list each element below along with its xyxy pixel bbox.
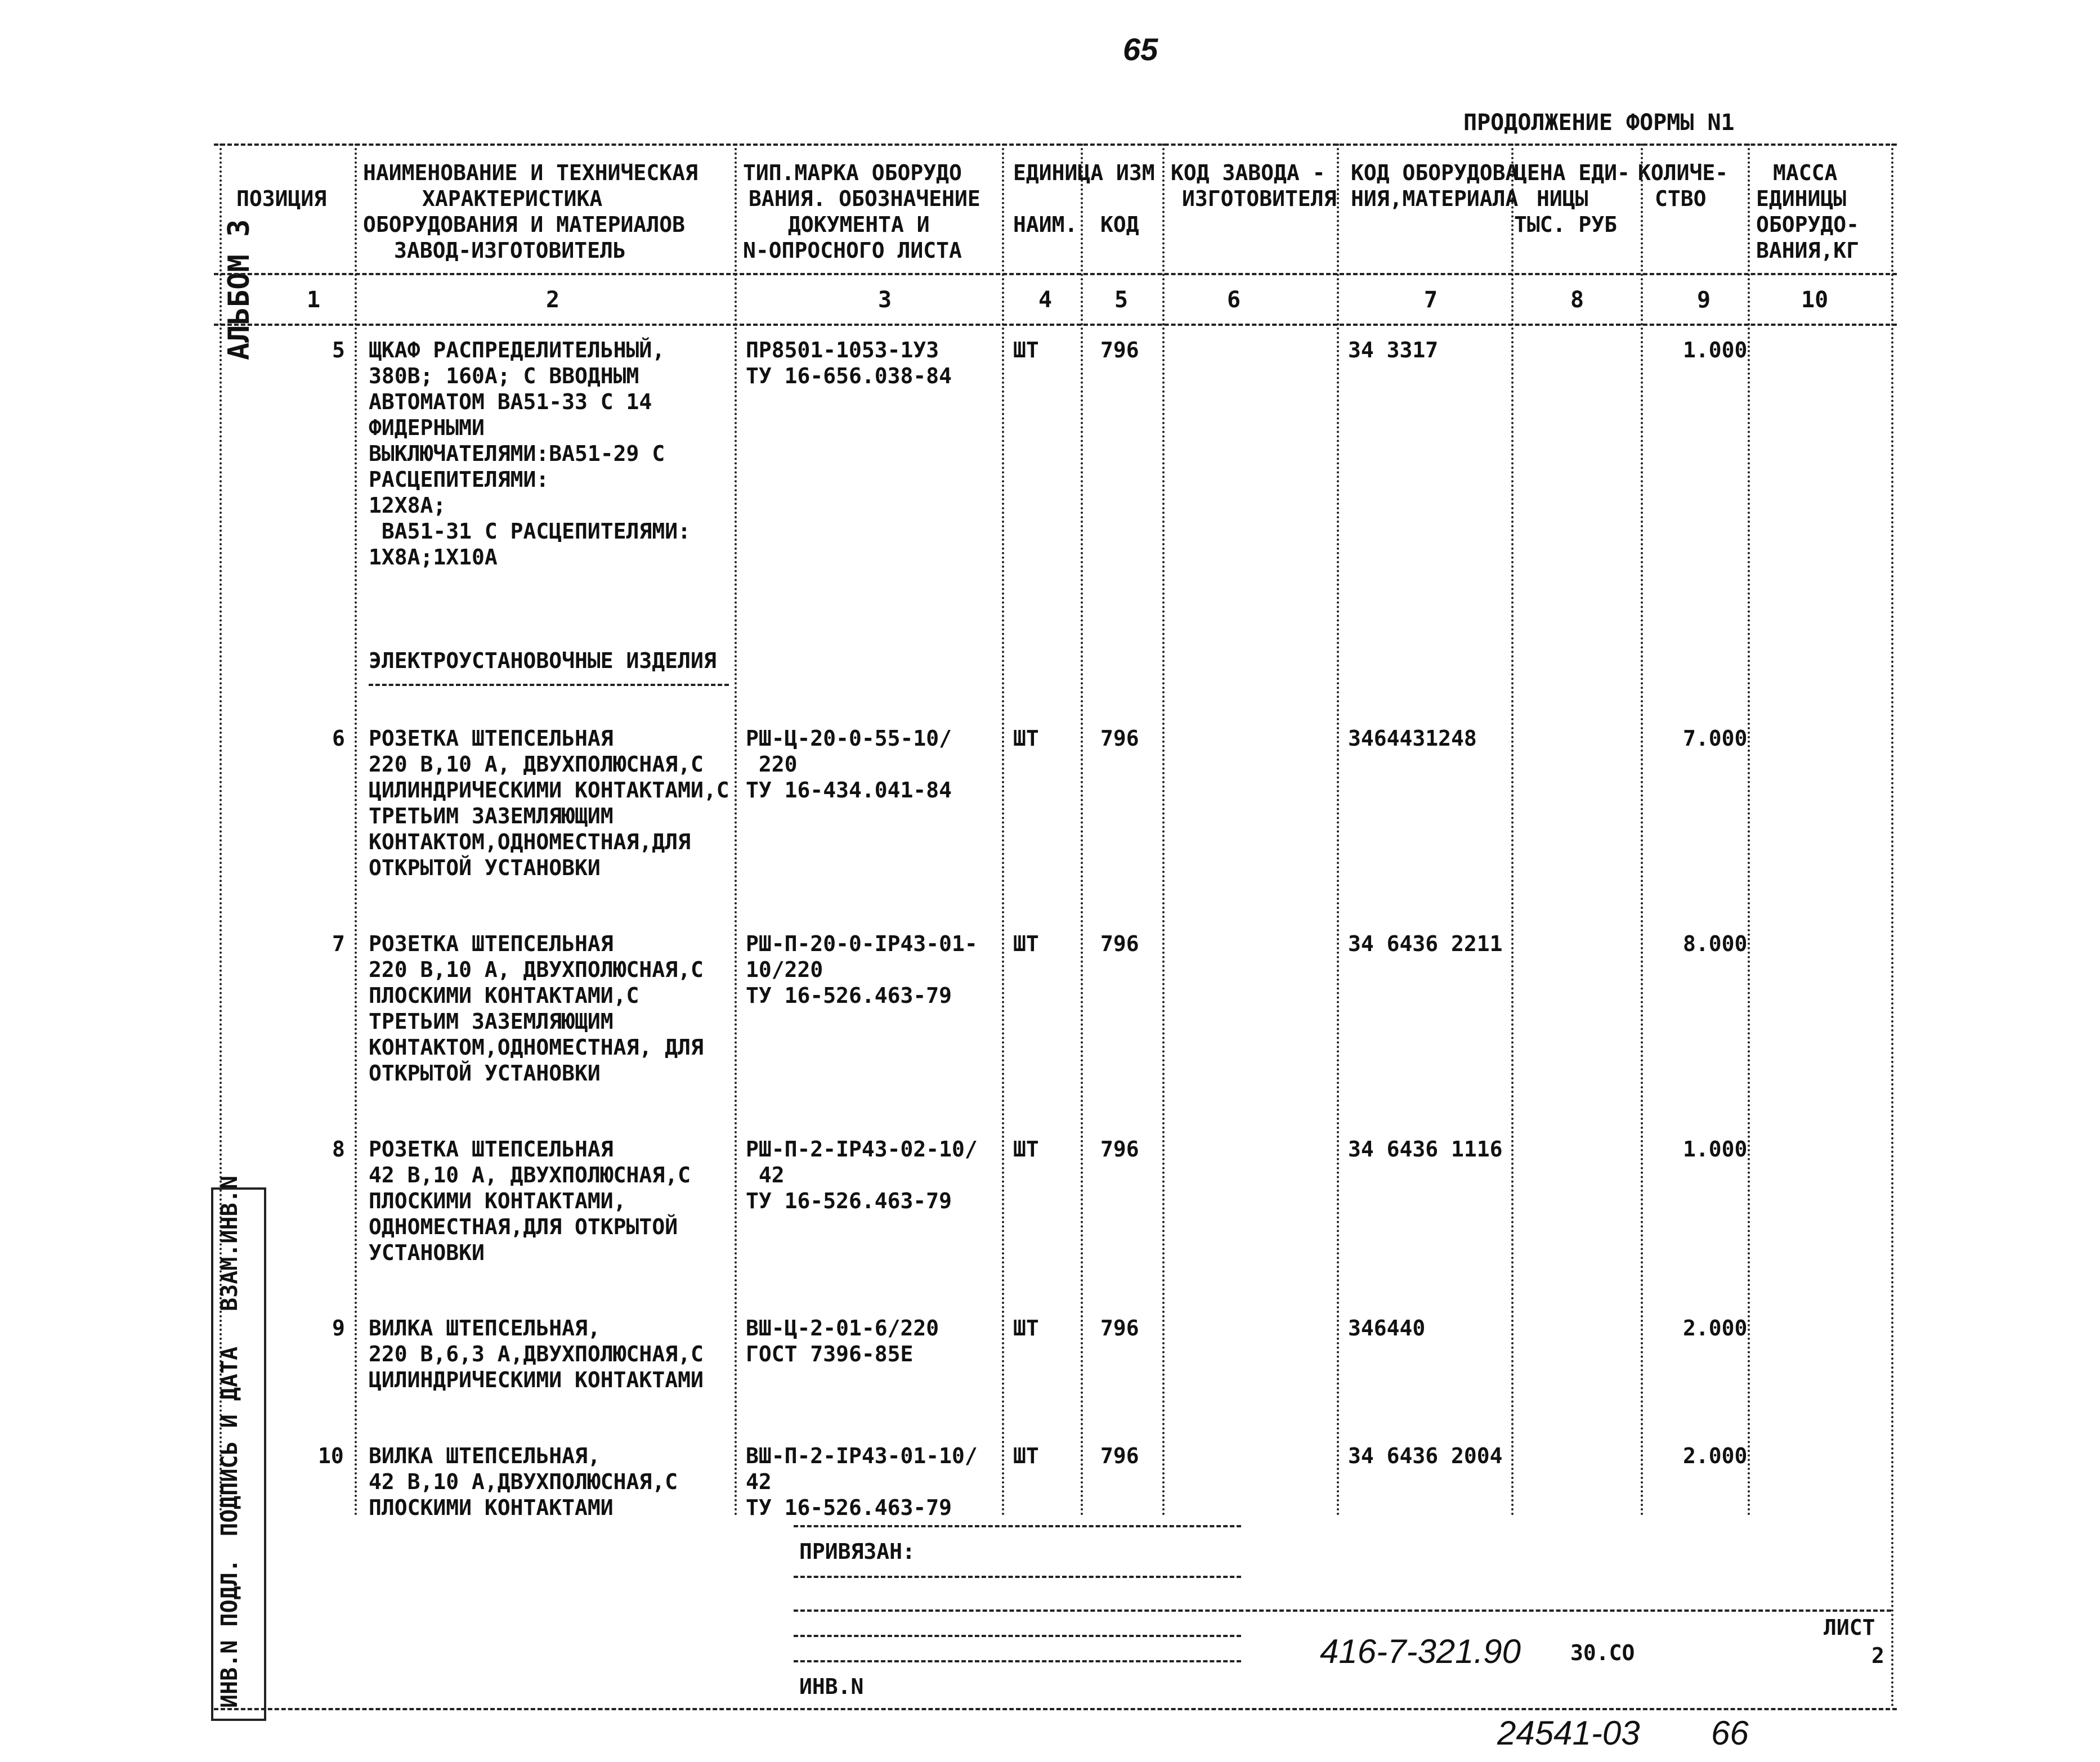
column-number: 5 <box>1114 287 1129 313</box>
header-c10-l1: МАССА <box>1773 160 1838 185</box>
item-name: 220 В,10 А, ДВУХПОЛЮСНАЯ,С <box>369 752 704 777</box>
equipment-code: 34 6436 1116 <box>1348 1137 1503 1162</box>
unit: ШТ <box>1013 1137 1039 1162</box>
sign-date-label: ПОДПИСЬ И ДАТА <box>217 1346 243 1536</box>
header-c8-l1: ЦЕНА ЕДИ- <box>1514 160 1630 185</box>
col-sep <box>1002 144 1004 1517</box>
position: 6 <box>332 726 345 751</box>
section-title: ЭЛЕКТРОУСТАНОВОЧНЫЕ ИЗДЕЛИЯ <box>369 648 717 673</box>
col-sep <box>1081 144 1083 1517</box>
unit: ШТ <box>1013 338 1039 362</box>
item-type: ГОСТ 7396-85Е <box>746 1342 914 1366</box>
quantity: 1.000 <box>1683 338 1748 362</box>
unit-code: 796 <box>1100 1137 1139 1162</box>
position: 9 <box>332 1316 345 1340</box>
footer-handwritten-number: 24541-03 <box>1497 1714 1640 1752</box>
stamp-line <box>794 1525 1241 1527</box>
album-label: АЛЬБОМ 3 <box>222 219 256 360</box>
item-type: 42 <box>746 1469 772 1494</box>
header-c7-l2: НИЯ,МАТЕРИАЛА <box>1351 186 1519 211</box>
item-name: ОДНОМЕСТНАЯ,ДЛЯ ОТКРЫТОЙ <box>369 1214 678 1239</box>
item-name: ЦИЛИНДРИЧЕСКИМИ КОНТАКТАМИ <box>369 1368 704 1392</box>
stamp-line <box>794 1576 1241 1578</box>
quantity: 2.000 <box>1683 1316 1748 1340</box>
top-rule <box>214 144 1897 146</box>
stamp-line <box>794 1609 1891 1612</box>
position: 7 <box>332 931 345 956</box>
unit: ШТ <box>1013 931 1039 956</box>
item-type: ТУ 16-526.463-79 <box>746 983 952 1008</box>
col-sep <box>1511 144 1514 1517</box>
column-number: 3 <box>878 287 892 313</box>
item-name: РОЗЕТКА ШТЕПСЕЛЬНАЯ <box>369 1137 614 1162</box>
item-name: ФИДЕРНЫМИ <box>369 415 485 440</box>
item-name: ВЫКЛЮЧАТЕЛЯМИ:ВА51-29 С <box>369 441 665 466</box>
item-name: 42 В,10 А,ДВУХПОЛЮСНАЯ,С <box>369 1469 678 1494</box>
unit-code: 796 <box>1100 726 1139 751</box>
column-number-rule <box>214 324 1897 326</box>
replace-inv-label: ВЗАМ.ИНВ.N <box>217 1176 243 1311</box>
item-name: ПЛОСКИМИ КОНТАКТАМИ <box>369 1495 614 1520</box>
unit: ШТ <box>1013 1316 1039 1340</box>
item-name: ТРЕТЬИМ ЗАЗЕМЛЯЮЩИМ <box>369 804 614 828</box>
column-number: 7 <box>1424 287 1438 313</box>
header-c2-l1: НАИМЕНОВАНИЕ И ТЕХНИЧЕСКАЯ <box>363 160 698 185</box>
item-type: ПР8501-1053-1У3 <box>746 338 939 362</box>
col-sep <box>735 144 737 1517</box>
header-bottom-rule <box>214 273 1897 275</box>
item-name: ОТКРЫТОЙ УСТАНОВКИ <box>369 1061 601 1086</box>
stamp-tied-label: ПРИВЯЗАН: <box>799 1539 915 1564</box>
header-c10-l2: ЕДИНИЦЫ <box>1756 186 1847 211</box>
col-sep <box>1891 144 1893 1708</box>
item-type: ВШ-Ц-2-01-6/220 <box>746 1316 939 1340</box>
item-type: ТУ 16-434.041-84 <box>746 778 952 802</box>
column-number: 4 <box>1038 287 1053 313</box>
equipment-code: 34 3317 <box>1348 338 1439 362</box>
item-type: ТУ 16-656.038-84 <box>746 364 952 388</box>
header-c2-l2: ХАРАКТЕРИСТИКА <box>422 186 603 211</box>
header-c1-l1: ПОЗИЦИЯ <box>236 186 327 211</box>
column-number: 2 <box>546 287 560 313</box>
item-type: РШ-П-2-IP43-02-10/ <box>746 1137 978 1162</box>
item-type: РШ-Ц-20-0-55-10/ <box>746 726 952 751</box>
item-name: 12Х8А; <box>369 493 446 518</box>
item-name: 220 В,6,3 А,ДВУХПОЛЮСНАЯ,С <box>369 1342 704 1366</box>
header-c7-l1: КОД ОБОРУДОВА <box>1351 160 1519 185</box>
item-type: 10/220 <box>746 957 823 982</box>
header-c3-l1: ТИП.МАРКА ОБОРУДО <box>743 160 962 185</box>
unit-code: 796 <box>1100 931 1139 956</box>
header-c2-l3: ОБОРУДОВАНИЯ И МАТЕРИАЛОВ <box>363 212 685 237</box>
item-name: ВИЛКА ШТЕПСЕЛЬНАЯ, <box>369 1316 601 1340</box>
item-name: 380В; 160А; С ВВОДНЫМ <box>369 364 639 388</box>
margin-box <box>211 1187 266 1721</box>
form-title: ПРОДОЛЖЕНИЕ ФОРМЫ N1 <box>1463 110 1735 136</box>
unit-code: 796 <box>1100 338 1139 362</box>
position: 8 <box>332 1137 345 1162</box>
col-sep <box>1641 144 1643 1517</box>
footer-handwritten-page: 66 <box>1711 1714 1749 1752</box>
item-name: 1Х8А;1Х10А <box>369 545 498 570</box>
page-number: 65 <box>1123 32 1158 67</box>
col-sep <box>1337 144 1339 1517</box>
header-c3-l4: N-ОПРОСНОГО ЛИСТА <box>743 238 962 263</box>
column-number: 9 <box>1697 287 1711 313</box>
item-name: ОТКРЫТОЙ УСТАНОВКИ <box>369 855 601 880</box>
item-name: АВТОМАТОМ ВА51-33 С 14 <box>369 389 652 414</box>
item-name: ЩКАФ РАСПРЕДЕЛИТЕЛЬНЫЙ, <box>369 338 665 362</box>
item-name: ТРЕТЬИМ ЗАЗЕМЛЯЮЩИМ <box>369 1009 614 1034</box>
item-name: ВИЛКА ШТЕПСЕЛЬНАЯ, <box>369 1443 601 1468</box>
item-name: 220 В,10 А, ДВУХПОЛЮСНАЯ,С <box>369 957 704 982</box>
column-number: 6 <box>1227 287 1241 313</box>
unit-code: 796 <box>1100 1316 1139 1340</box>
inv-original-label: ИНВ.N ПОДЛ. <box>217 1559 243 1708</box>
unit-code: 796 <box>1100 1443 1139 1468</box>
item-name: РОЗЕТКА ШТЕПСЕЛЬНАЯ <box>369 726 614 751</box>
unit: ШТ <box>1013 726 1039 751</box>
item-type: ТУ 16-526.463-79 <box>746 1189 952 1213</box>
equipment-code: 3464431248 <box>1348 726 1477 751</box>
item-name: 42 В,10 А, ДВУХПОЛЮСНАЯ,С <box>369 1163 691 1187</box>
stamp-line <box>794 1635 1241 1637</box>
item-name: КОНТАКТОМ,ОДНОМЕСТНАЯ,ДЛЯ <box>369 830 691 854</box>
quantity: 8.000 <box>1683 931 1748 956</box>
item-name: КОНТАКТОМ,ОДНОМЕСТНАЯ, ДЛЯ <box>369 1035 704 1060</box>
item-type: ВШ-П-2-IP43-01-10/ <box>746 1443 978 1468</box>
item-name: РОЗЕТКА ШТЕПСЕЛЬНАЯ <box>369 931 614 956</box>
quantity: 1.000 <box>1683 1137 1748 1162</box>
column-number: 10 <box>1801 287 1829 313</box>
item-name: ПЛОСКИМИ КОНТАКТАМИ,С <box>369 983 639 1008</box>
col-sep <box>1162 144 1165 1517</box>
item-name: ПЛОСКИМИ КОНТАКТАМИ, <box>369 1189 626 1213</box>
unit: ШТ <box>1013 1443 1039 1468</box>
item-name: ЦИЛИНДРИЧЕСКИМИ КОНТАКТАМИ,С <box>369 778 729 802</box>
section-underline <box>369 684 729 686</box>
header-c45-l2: НАИМ. <box>1013 212 1078 237</box>
item-type: 220 <box>746 752 798 777</box>
specification-sheet <box>214 144 1897 1708</box>
header-c6-l1: КОД ЗАВОДА - <box>1171 160 1326 185</box>
item-name: РАСЦЕПИТЕЛЯМИ: <box>369 467 549 492</box>
header-c8-l3: ТЫС. РУБ <box>1514 212 1618 237</box>
sheet-number: 2 <box>1871 1643 1884 1668</box>
position: 10 <box>318 1443 344 1468</box>
header-c3-l2: ВАНИЯ. ОБОЗНАЧЕНИЕ <box>749 186 980 211</box>
header-c2-l4: ЗАВОД-ИЗГОТОВИТЕЛЬ <box>394 238 626 263</box>
quantity: 7.000 <box>1683 726 1748 751</box>
header-c8-l2: НИЦЫ <box>1537 186 1588 211</box>
header-c10-l4: ВАНИЯ,КГ <box>1756 238 1860 263</box>
item-name: УСТАНОВКИ <box>369 1240 485 1265</box>
column-number: 1 <box>307 287 321 313</box>
equipment-code: 346440 <box>1348 1316 1426 1340</box>
item-type: РШ-П-20-0-IP43-01- <box>746 931 978 956</box>
column-number: 8 <box>1570 287 1584 313</box>
header-c6-l2: ИЗГОТОВИТЕЛЯ <box>1182 186 1337 211</box>
equipment-code: 34 6436 2211 <box>1348 931 1503 956</box>
equipment-code: 34 6436 2004 <box>1348 1443 1503 1468</box>
item-type: 42 <box>746 1163 785 1187</box>
item-name: ВА51-31 С РАСЦЕПИТЕЛЯМИ: <box>369 519 691 544</box>
position: 5 <box>332 338 345 362</box>
header-c3-l3: ДОКУМЕНТА И <box>788 212 930 237</box>
stamp-line <box>794 1660 1241 1662</box>
header-c9-l1: КОЛИЧЕ- <box>1638 160 1729 185</box>
header-c10-l3: ОБОРУДО- <box>1756 212 1860 237</box>
item-type: ТУ 16-526.463-79 <box>746 1495 952 1520</box>
col-sep <box>1748 144 1750 1517</box>
bottom-rule <box>214 1708 1897 1710</box>
sheet-label: ЛИСТ <box>1824 1615 1875 1640</box>
stamp-inv-label: ИНВ.N <box>799 1674 864 1699</box>
quantity: 2.000 <box>1683 1443 1748 1468</box>
header-c45-l1: ЕДИНИЦА ИЗМ <box>1013 160 1155 185</box>
col-sep <box>355 144 357 1517</box>
header-c45-l3: КОД <box>1100 212 1139 237</box>
header-c9-l2: СТВО <box>1655 186 1707 211</box>
doc-code: 416-7-321.90 <box>1320 1633 1521 1670</box>
doc-suffix: 30.СО <box>1570 1640 1635 1665</box>
